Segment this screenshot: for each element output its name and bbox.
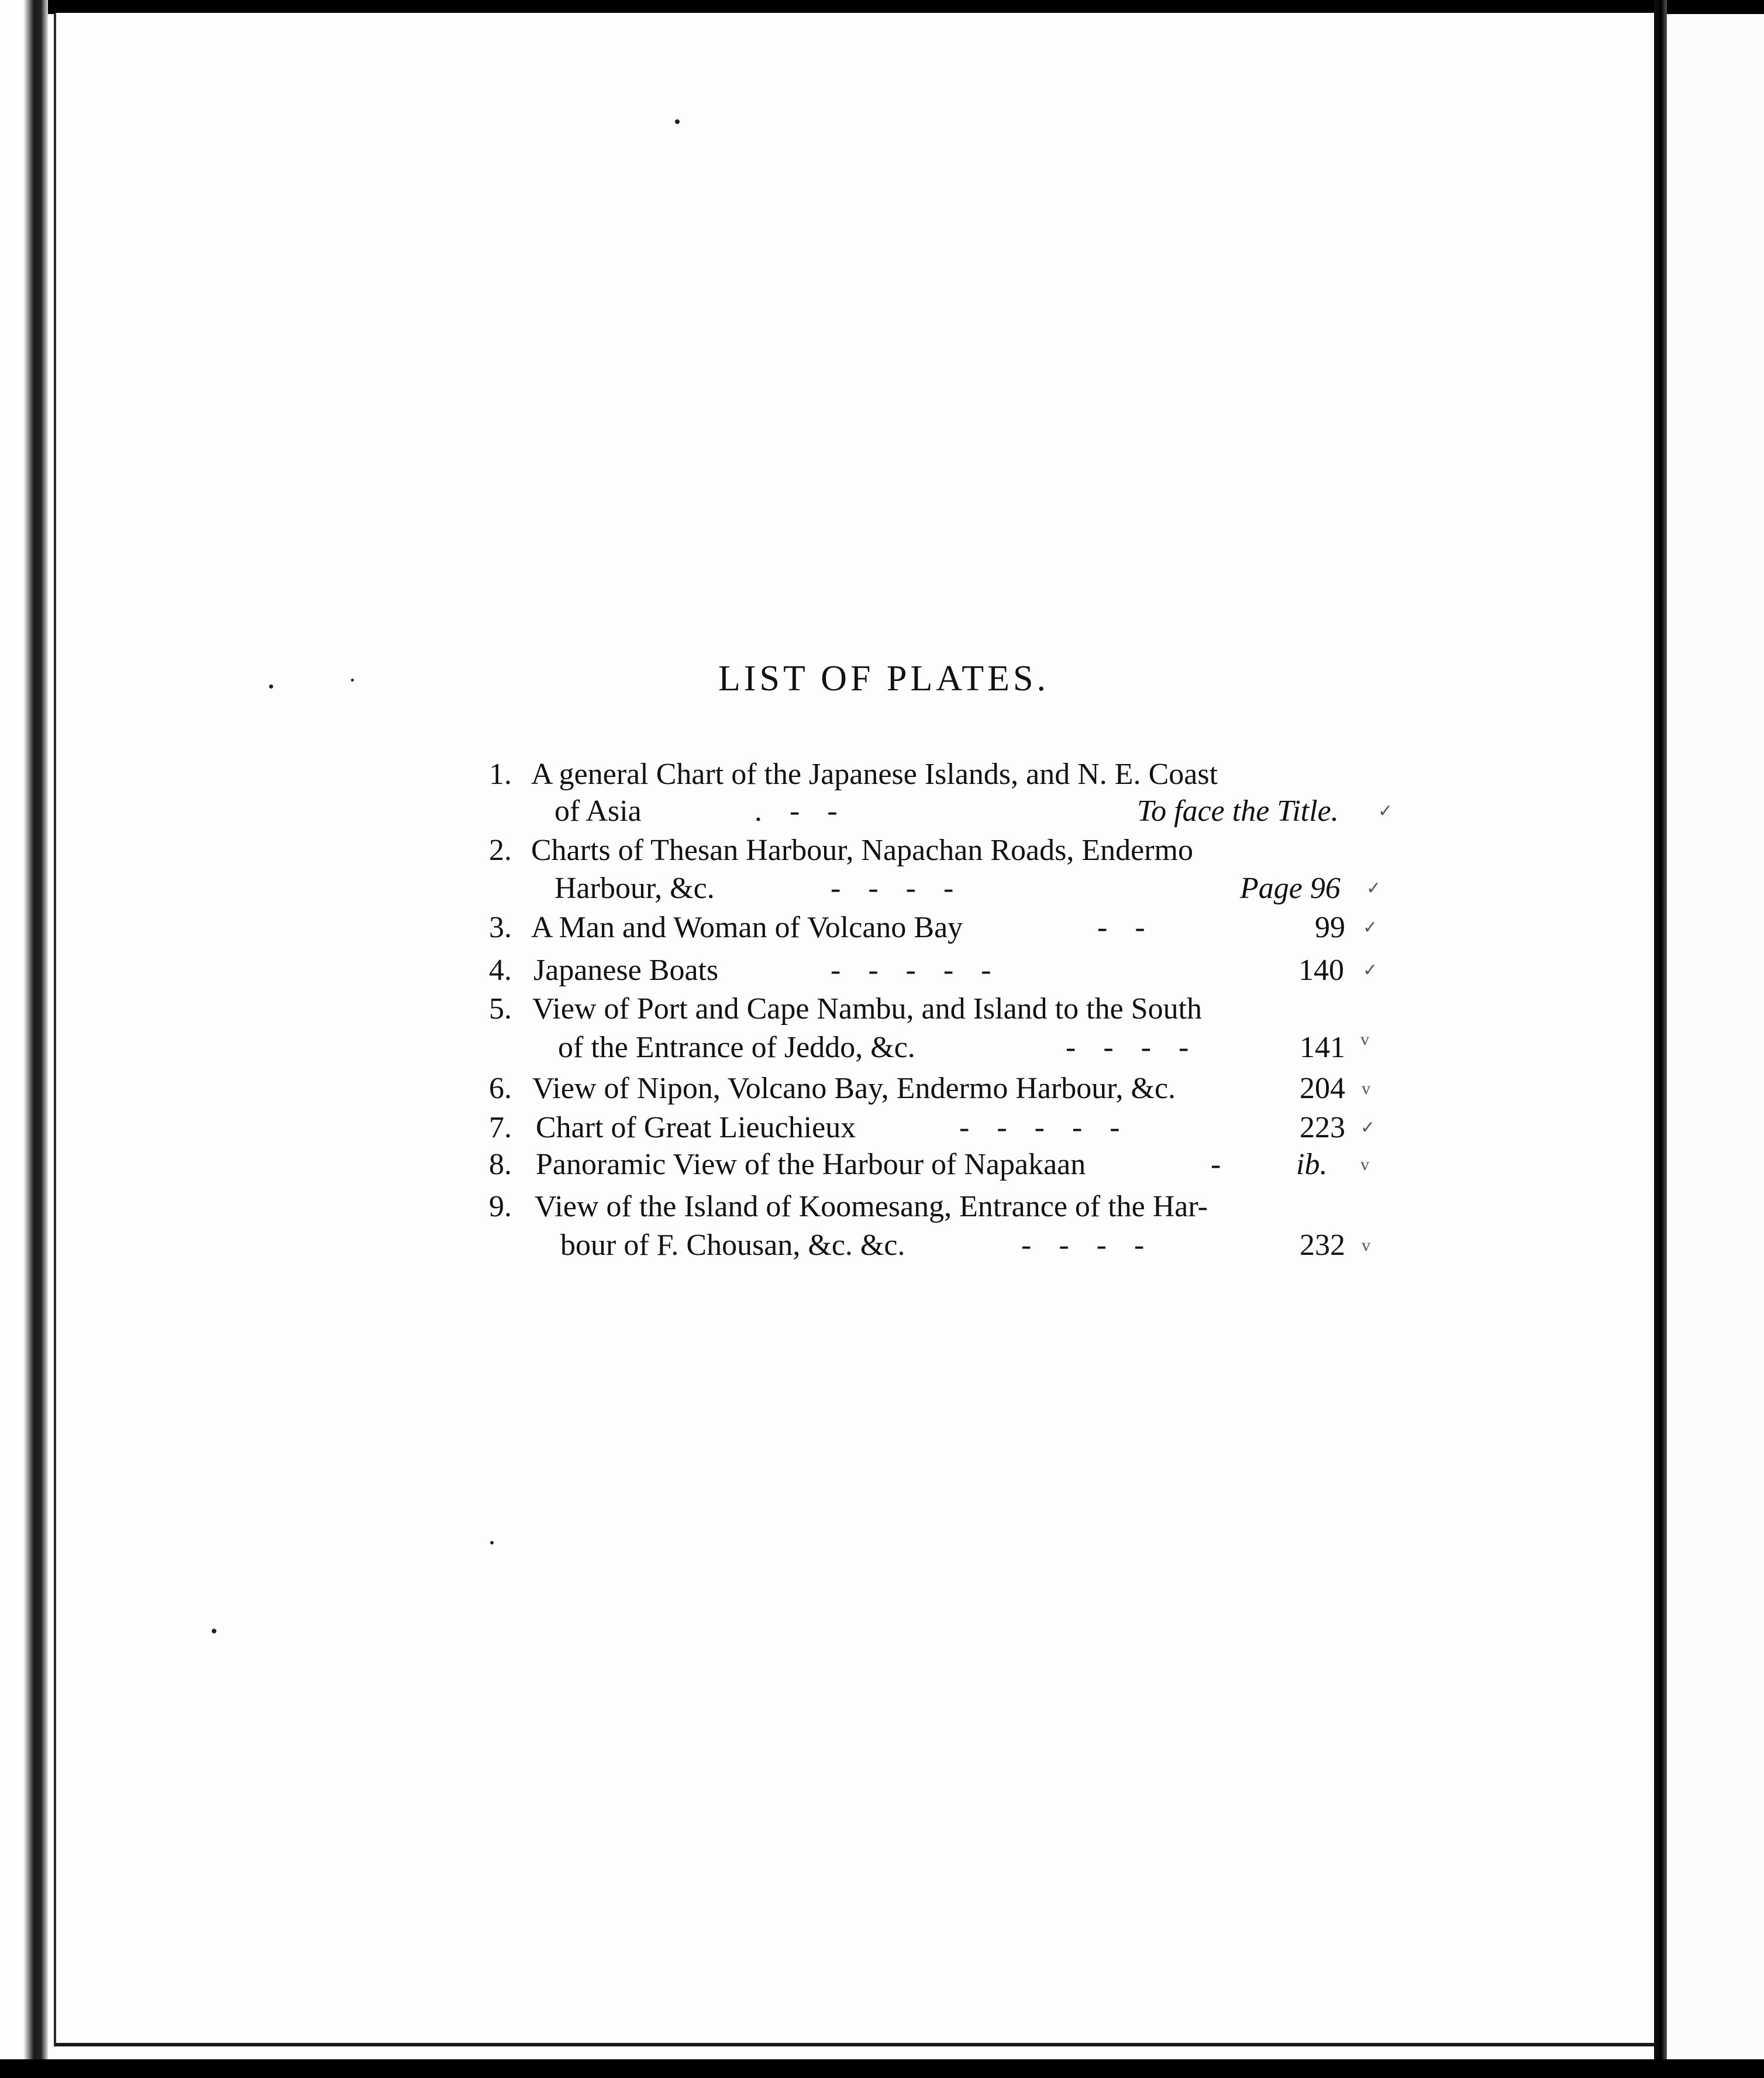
check-mark: ✓: [1360, 1118, 1376, 1137]
page-reference: 141: [1300, 1031, 1345, 1064]
check-mark: v: [1362, 1079, 1370, 1098]
leader-dots: - - - - -: [831, 954, 993, 987]
leader-dots: . - -: [754, 794, 839, 828]
plate-title-line1: View of Nipon, Volcano Bay, Endermo Harbour, &c.: [532, 1072, 1176, 1105]
leader-dots: - - - -: [1066, 1031, 1190, 1064]
leader-dots: - - - - -: [959, 1111, 1121, 1144]
plate-title-line1: A Man and Woman of Volcano Bay: [531, 911, 963, 944]
check-mark: v: [1360, 1155, 1369, 1174]
page-reference: 99: [1315, 911, 1345, 944]
plate-number: 4.: [489, 954, 512, 987]
plate-title-line2: of the Entrance of Jeddo, &c.: [558, 1031, 915, 1064]
check-mark: ✓: [1378, 801, 1393, 821]
plate-title-line1: Chart of Great Lieuchieux: [536, 1111, 856, 1144]
page-reference: ib.: [1296, 1148, 1328, 1181]
plate-title-line1: View of the Island of Koomesang, Entrance of the Har-: [535, 1190, 1208, 1223]
page-title: LIST OF PLATES.: [718, 659, 1049, 699]
plate-title-line1: Charts of Thesan Harbour, Napachan Roads, Endermo: [531, 834, 1193, 867]
check-mark: v: [1362, 1236, 1370, 1255]
page-reference: 140: [1298, 954, 1344, 987]
plate-number: 3.: [489, 911, 512, 944]
page-reference: 232: [1300, 1229, 1345, 1262]
page-reference: 204: [1300, 1072, 1345, 1105]
page-reference: 223: [1300, 1111, 1345, 1144]
plate-title-line1: View of Port and Cape Nambu, and Island to the South: [532, 992, 1203, 1026]
check-mark: ✓: [1363, 918, 1378, 937]
check-mark: ✓: [1363, 961, 1378, 980]
plate-title-line2: of Asia: [554, 794, 642, 828]
plate-title-line1: Panoramic View of the Harbour of Napakaan: [536, 1148, 1086, 1181]
plate-number: 2.: [489, 834, 512, 867]
plate-number: 1.: [489, 758, 512, 791]
plate-title-line2: bour of F. Chousan, &c. &c.: [560, 1229, 905, 1262]
plate-number: 6.: [489, 1072, 512, 1105]
leader-dots: - - - -: [831, 872, 955, 905]
plate-title-line1: A general Chart of the Japanese Islands, and N. E. Coast: [531, 758, 1218, 791]
plate-number: 7.: [489, 1111, 512, 1144]
leader-dots: - - - -: [1021, 1229, 1146, 1262]
leader-dots: -: [1211, 1148, 1222, 1181]
plate-number: 8.: [489, 1148, 512, 1181]
plate-number: 5.: [489, 992, 512, 1026]
plate-number: 9.: [489, 1190, 512, 1223]
check-mark: ✓: [1366, 879, 1381, 898]
plate-title-line2: Harbour, &c.: [554, 872, 715, 905]
plate-title-line1: Japanese Boats: [533, 954, 719, 987]
page-reference: To face the Title.: [1137, 794, 1339, 828]
page-reference: Page 96: [1240, 872, 1341, 905]
leader-dots: - -: [1097, 911, 1146, 944]
check-mark: v: [1360, 1030, 1369, 1049]
